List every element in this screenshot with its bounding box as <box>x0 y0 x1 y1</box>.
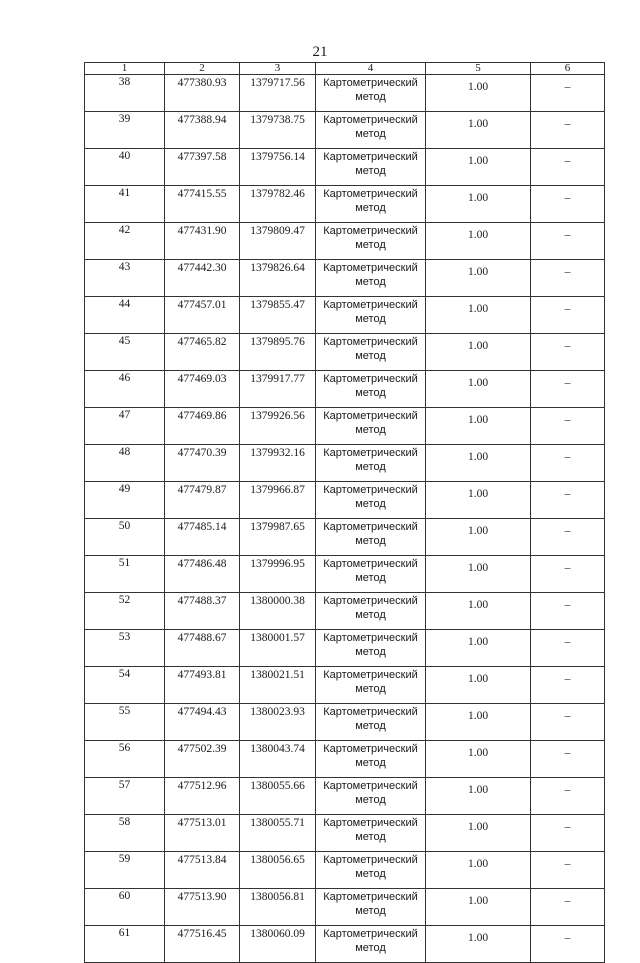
method-cell: Картометрический метод <box>316 297 426 334</box>
note-cell: – <box>531 630 605 667</box>
table-row <box>85 519 605 556</box>
method-cell: Картометрический метод <box>316 667 426 704</box>
precision-cell: 1.00 <box>426 556 531 593</box>
method-cell: Картометрический метод <box>316 260 426 297</box>
point-number-cell: 59 <box>85 852 165 889</box>
note-cell: – <box>531 334 605 371</box>
point-number-cell: 39 <box>85 112 165 149</box>
method-cell: Картометрический метод <box>316 149 426 186</box>
y-coordinate-cell: 1380023.93 <box>240 704 316 741</box>
y-coordinate-cell: 1379895.76 <box>240 334 316 371</box>
y-coordinate-cell: 1379855.47 <box>240 297 316 334</box>
note-cell: – <box>531 593 605 630</box>
method-cell: Картометрический метод <box>316 593 426 630</box>
note-cell: – <box>531 112 605 149</box>
note-cell: – <box>531 741 605 778</box>
y-coordinate-cell: 1379966.87 <box>240 482 316 519</box>
y-coordinate-cell: 1379738.75 <box>240 112 316 149</box>
point-number-cell: 61 <box>85 926 165 963</box>
y-coordinate-cell: 1380001.57 <box>240 630 316 667</box>
precision-cell: 1.00 <box>426 371 531 408</box>
precision-cell: 1.00 <box>426 778 531 815</box>
method-cell: Картометрический метод <box>316 75 426 112</box>
precision-cell: 1.00 <box>426 445 531 482</box>
x-coordinate-cell: 477465.82 <box>165 334 240 371</box>
x-coordinate-cell: 477388.94 <box>165 112 240 149</box>
y-coordinate-cell: 1379932.16 <box>240 445 316 482</box>
point-number-cell: 57 <box>85 778 165 815</box>
y-coordinate-cell: 1379756.14 <box>240 149 316 186</box>
method-cell: Картометрический метод <box>316 630 426 667</box>
point-number-cell: 56 <box>85 741 165 778</box>
method-cell: Картометрический метод <box>316 852 426 889</box>
column-header: 4 <box>316 63 426 75</box>
x-coordinate-cell: 477488.67 <box>165 630 240 667</box>
table-row <box>85 75 605 112</box>
x-coordinate-cell: 477486.48 <box>165 556 240 593</box>
point-number-cell: 49 <box>85 482 165 519</box>
x-coordinate-cell: 477502.39 <box>165 741 240 778</box>
column-header: 1 <box>85 63 165 75</box>
precision-cell: 1.00 <box>426 667 531 704</box>
y-coordinate-cell: 1379782.46 <box>240 186 316 223</box>
note-cell: – <box>531 556 605 593</box>
method-cell: Картометрический метод <box>316 445 426 482</box>
y-coordinate-cell: 1380021.51 <box>240 667 316 704</box>
method-cell: Картометрический метод <box>316 815 426 852</box>
page-number: 21 <box>312 44 328 60</box>
x-coordinate-cell: 477512.96 <box>165 778 240 815</box>
precision-cell: 1.00 <box>426 741 531 778</box>
point-number-cell: 58 <box>85 815 165 852</box>
note-cell: – <box>531 75 605 112</box>
x-coordinate-cell: 477469.86 <box>165 408 240 445</box>
point-number-cell: 54 <box>85 667 165 704</box>
table-row <box>85 186 605 223</box>
table-row <box>85 482 605 519</box>
x-coordinate-cell: 477442.30 <box>165 260 240 297</box>
table-row <box>85 149 605 186</box>
method-cell: Картометрический метод <box>316 519 426 556</box>
x-coordinate-cell: 477470.39 <box>165 445 240 482</box>
x-coordinate-cell: 477457.01 <box>165 297 240 334</box>
precision-cell: 1.00 <box>426 519 531 556</box>
method-cell: Картометрический метод <box>316 741 426 778</box>
x-coordinate-cell: 477469.03 <box>165 371 240 408</box>
y-coordinate-cell: 1379917.77 <box>240 371 316 408</box>
note-cell: – <box>531 482 605 519</box>
point-number-cell: 45 <box>85 334 165 371</box>
point-number-cell: 40 <box>85 149 165 186</box>
y-coordinate-cell: 1380055.66 <box>240 778 316 815</box>
column-header: 3 <box>240 63 316 75</box>
x-coordinate-cell: 477516.45 <box>165 926 240 963</box>
method-cell: Картометрический метод <box>316 778 426 815</box>
table-row <box>85 704 605 741</box>
y-coordinate-cell: 1379717.56 <box>240 75 316 112</box>
precision-cell: 1.00 <box>426 408 531 445</box>
table-row <box>85 852 605 889</box>
x-coordinate-cell: 477513.84 <box>165 852 240 889</box>
point-number-cell: 51 <box>85 556 165 593</box>
point-number-cell: 42 <box>85 223 165 260</box>
x-coordinate-cell: 477397.58 <box>165 149 240 186</box>
note-cell: – <box>531 223 605 260</box>
column-header: 2 <box>165 63 240 75</box>
table-row <box>85 778 605 815</box>
note-cell: – <box>531 408 605 445</box>
precision-cell: 1.00 <box>426 852 531 889</box>
y-coordinate-cell: 1380000.38 <box>240 593 316 630</box>
table-row <box>85 223 605 260</box>
y-coordinate-cell: 1380056.65 <box>240 852 316 889</box>
table-row <box>85 297 605 334</box>
method-cell: Картометрический метод <box>316 223 426 260</box>
table-row <box>85 593 605 630</box>
precision-cell: 1.00 <box>426 593 531 630</box>
x-coordinate-cell: 477479.87 <box>165 482 240 519</box>
y-coordinate-cell: 1380056.81 <box>240 889 316 926</box>
y-coordinate-cell: 1379987.65 <box>240 519 316 556</box>
point-number-cell: 41 <box>85 186 165 223</box>
table-row <box>85 667 605 704</box>
precision-cell: 1.00 <box>426 186 531 223</box>
x-coordinate-cell: 477380.93 <box>165 75 240 112</box>
x-coordinate-cell: 477493.81 <box>165 667 240 704</box>
note-cell: – <box>531 704 605 741</box>
point-number-cell: 44 <box>85 297 165 334</box>
note-cell: – <box>531 186 605 223</box>
note-cell: – <box>531 889 605 926</box>
precision-cell: 1.00 <box>426 334 531 371</box>
x-coordinate-cell: 477488.37 <box>165 593 240 630</box>
precision-cell: 1.00 <box>426 704 531 741</box>
y-coordinate-cell: 1379926.56 <box>240 408 316 445</box>
table-row <box>85 408 605 445</box>
note-cell: – <box>531 852 605 889</box>
point-number-cell: 38 <box>85 75 165 112</box>
table-row <box>85 556 605 593</box>
note-cell: – <box>531 778 605 815</box>
y-coordinate-cell: 1379996.95 <box>240 556 316 593</box>
y-coordinate-cell: 1380043.74 <box>240 741 316 778</box>
table-row <box>85 889 605 926</box>
method-cell: Картометрический метод <box>316 889 426 926</box>
x-coordinate-cell: 477485.14 <box>165 519 240 556</box>
table-row <box>85 741 605 778</box>
x-coordinate-cell: 477513.01 <box>165 815 240 852</box>
note-cell: – <box>531 519 605 556</box>
precision-cell: 1.00 <box>426 112 531 149</box>
method-cell: Картометрический метод <box>316 556 426 593</box>
note-cell: – <box>531 445 605 482</box>
point-number-cell: 60 <box>85 889 165 926</box>
table-row <box>85 334 605 371</box>
note-cell: – <box>531 260 605 297</box>
method-cell: Картометрический метод <box>316 371 426 408</box>
x-coordinate-cell: 477415.55 <box>165 186 240 223</box>
point-number-cell: 46 <box>85 371 165 408</box>
precision-cell: 1.00 <box>426 815 531 852</box>
coordinates-table <box>84 62 605 963</box>
point-number-cell: 47 <box>85 408 165 445</box>
precision-cell: 1.00 <box>426 260 531 297</box>
x-coordinate-cell: 477513.90 <box>165 889 240 926</box>
table-row <box>85 815 605 852</box>
table-row <box>85 260 605 297</box>
precision-cell: 1.00 <box>426 223 531 260</box>
y-coordinate-cell: 1379809.47 <box>240 223 316 260</box>
column-header: 6 <box>531 63 605 75</box>
point-number-cell: 48 <box>85 445 165 482</box>
note-cell: – <box>531 149 605 186</box>
point-number-cell: 50 <box>85 519 165 556</box>
method-cell: Картометрический метод <box>316 926 426 963</box>
table-row <box>85 371 605 408</box>
precision-cell: 1.00 <box>426 297 531 334</box>
method-cell: Картометрический метод <box>316 334 426 371</box>
precision-cell: 1.00 <box>426 926 531 963</box>
table-row <box>85 445 605 482</box>
y-coordinate-cell: 1379826.64 <box>240 260 316 297</box>
point-number-cell: 52 <box>85 593 165 630</box>
y-coordinate-cell: 1380060.09 <box>240 926 316 963</box>
method-cell: Картометрический метод <box>316 704 426 741</box>
point-number-cell: 55 <box>85 704 165 741</box>
x-coordinate-cell: 477431.90 <box>165 223 240 260</box>
point-number-cell: 53 <box>85 630 165 667</box>
precision-cell: 1.00 <box>426 482 531 519</box>
table-row <box>85 630 605 667</box>
method-cell: Картометрический метод <box>316 408 426 445</box>
x-coordinate-cell: 477494.43 <box>165 704 240 741</box>
note-cell: – <box>531 371 605 408</box>
note-cell: – <box>531 815 605 852</box>
note-cell: – <box>531 926 605 963</box>
precision-cell: 1.00 <box>426 630 531 667</box>
y-coordinate-cell: 1380055.71 <box>240 815 316 852</box>
point-number-cell: 43 <box>85 260 165 297</box>
precision-cell: 1.00 <box>426 889 531 926</box>
table-row <box>85 112 605 149</box>
table-row <box>85 926 605 963</box>
method-cell: Картометрический метод <box>316 112 426 149</box>
method-cell: Картометрический метод <box>316 482 426 519</box>
table-header-row <box>85 63 605 75</box>
precision-cell: 1.00 <box>426 75 531 112</box>
precision-cell: 1.00 <box>426 149 531 186</box>
note-cell: – <box>531 667 605 704</box>
column-header: 5 <box>426 63 531 75</box>
note-cell: – <box>531 297 605 334</box>
method-cell: Картометрический метод <box>316 186 426 223</box>
